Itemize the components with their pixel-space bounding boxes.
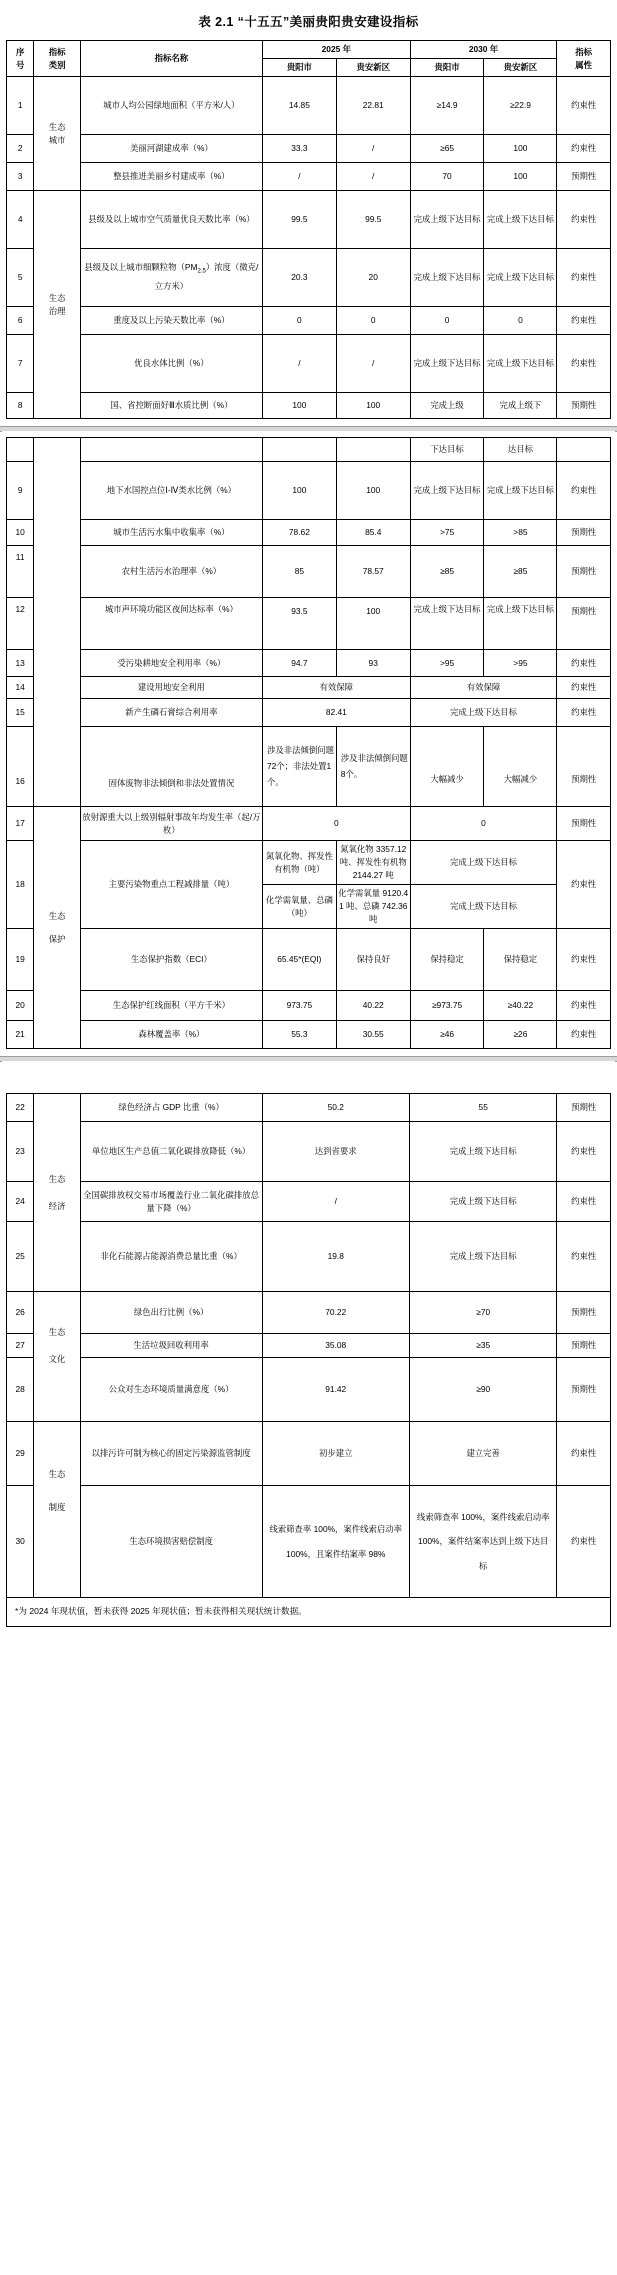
cell-2025-guian: 20 [336, 249, 410, 307]
cell-2025-guiyang: 涉及非法倾倒问题72个；非法处置1个。 [262, 727, 336, 807]
header-year-2030: 2030 年 [410, 41, 557, 59]
table-row [7, 335, 611, 393]
table-row [7, 1182, 611, 1222]
cell-2030-guiyang: ≥973.75 [410, 991, 484, 1021]
cell-2030-merged: ≥70 [409, 1292, 556, 1334]
cell-2030-guian: 完成上级下达目标 [484, 462, 557, 520]
cell-2030-guiyang: ≥14.9 [410, 77, 484, 135]
cell-attribute: 约束性 [557, 1422, 611, 1486]
cell-2030-guiyang: 完成上级下达目标 [410, 249, 484, 307]
cell-name: 城市声环境功能区夜间达标率（%） [80, 598, 262, 650]
cell-no: 11 [7, 546, 34, 598]
cell-category-eco-protect: 生态 保护 [34, 807, 81, 1049]
header-indicator-name: 指标名称 [80, 41, 262, 77]
table-row [7, 191, 611, 249]
cell-2025-merged: 70.22 [262, 1292, 409, 1334]
cell-name: 受污染耕地安全利用率（%） [80, 650, 262, 677]
page-break-1 [0, 419, 617, 437]
cell-name: 地下水国控点位Ⅰ-Ⅳ类水比例（%） [80, 462, 262, 520]
table-row [7, 807, 611, 841]
cell-name: 县级及以上城市细颗粒物$(PM_{2.5})$浓度（微克/立方米） [80, 249, 262, 307]
cell-2030-guiyang: ≥85 [410, 546, 484, 598]
table-row [7, 163, 611, 191]
cell-2025-guian: / [336, 135, 410, 163]
indicator-table-part3 [6, 1093, 611, 1598]
cell-2025-guiyang: 85 [262, 546, 336, 598]
cell-2030-merged: 完成上级下达目标 [409, 1182, 556, 1222]
table-row [7, 841, 611, 885]
footnote-row [7, 1598, 611, 1627]
cell-2030-guian: 完成上级下达目标 [484, 598, 557, 650]
cell-name: 放射源重大以上级别辐射事故年均发生率（起/万枚） [80, 807, 262, 841]
cell-no: 15 [7, 699, 34, 727]
cell-attribute: 约束性 [557, 650, 611, 677]
cell-2025-guiyang: 20.3 [262, 249, 336, 307]
cell-no: 30 [7, 1486, 34, 1598]
cell-no: 18 [7, 841, 34, 929]
cell-2030-guiyang: 完成上级下达目标 [410, 462, 484, 520]
cell-2025-guiyang [262, 438, 336, 462]
cell-no: 29 [7, 1422, 34, 1486]
cell-attribute: 约束性 [557, 1222, 611, 1292]
cell-2030-guiyang: 70 [410, 163, 484, 191]
cell-attribute: 预期性 [557, 1334, 611, 1358]
cell-2025-merged: 0 [262, 807, 410, 841]
table-row [7, 1422, 611, 1486]
cell-2025-merged: 达到省要求 [262, 1122, 409, 1182]
table-row [7, 135, 611, 163]
cell-2025-guiyang: 0 [262, 307, 336, 335]
cell-attribute: 预期性 [557, 163, 611, 191]
header-category: 指标 类别 [34, 41, 81, 77]
cell-2025-guian: 100 [336, 462, 410, 520]
cell-no: 2 [7, 135, 34, 163]
cell-2030-merged: 完成上级下达目标 [410, 699, 557, 727]
cell-no: 16 [7, 727, 34, 807]
cell-no [7, 438, 34, 462]
cell-2025-guiyang: 973.75 [262, 991, 336, 1021]
cell-2030-guiyang: 完成上级 [410, 393, 484, 419]
table-row [7, 991, 611, 1021]
cell-2030-guiyang: >95 [410, 650, 484, 677]
cell-2030-guian: 完成上级下 [484, 393, 557, 419]
table-row [7, 1094, 611, 1122]
header-year-2025: 2025 年 [262, 41, 410, 59]
cell-name: 森林覆盖率（%） [80, 1021, 262, 1049]
cell-2030-guiyang: 完成上级下达目标 [410, 335, 484, 393]
cell-2025-guian: 85.4 [336, 520, 410, 546]
cell-no: 12 [7, 598, 34, 650]
cell-no: 23 [7, 1122, 34, 1182]
cell-name: 绿色出行比例（%） [80, 1292, 262, 1334]
table-row [7, 393, 611, 419]
table-row [7, 77, 611, 135]
table-row [7, 650, 611, 677]
cell-name: 新产生磷石膏综合利用率 [80, 699, 262, 727]
table-title: 表 2.1 “十五五”美丽贵阳贵安建设指标 [198, 15, 419, 29]
header-serial: 序 号 [7, 41, 34, 77]
cell-no: 22 [7, 1094, 34, 1122]
cell-name: 重度及以上污染天数比率（%） [80, 307, 262, 335]
table-row [7, 727, 611, 807]
cell-2030-guiyang: 下达目标 [410, 438, 484, 462]
cell-2030-merged: ≥35 [409, 1334, 556, 1358]
header-2030-guian: 贵安新区 [484, 59, 557, 77]
cell-2030-guian: 保持稳定 [484, 929, 557, 991]
cell-2025-guiyang: 100 [262, 393, 336, 419]
cell-no: 27 [7, 1334, 34, 1358]
cell-2030-guian: ≥22.9 [484, 77, 557, 135]
cell-2025-guian: 100 [336, 393, 410, 419]
cell-attribute: 预期性 [557, 1292, 611, 1334]
table-row [7, 307, 611, 335]
cell-attribute: 预期性 [557, 598, 611, 650]
cell-attribute: 预期性 [557, 393, 611, 419]
cell-2030-merged: 55 [409, 1094, 556, 1122]
cell-attribute: 预期性 [557, 546, 611, 598]
cell-name: 以排污许可制为核心的固定污染源监管制度 [80, 1422, 262, 1486]
cell-name: 整县推进美丽乡村建成率（%） [80, 163, 262, 191]
cell-2030-merged: 有效保障 [410, 677, 557, 699]
cell-2030-merged: 0 [410, 807, 557, 841]
cell-attribute: 预期性 [557, 1094, 611, 1122]
cell-2030-merged: 完成上级下达目标 [409, 1222, 556, 1292]
cell-name: 国、省控断面好Ⅲ水质比例（%） [80, 393, 262, 419]
cell-2030-guian: 完成上级下达目标 [484, 249, 557, 307]
cell-2030-guian: 完成上级下达目标 [484, 191, 557, 249]
cell-name: 城市生活污水集中收集率（%） [80, 520, 262, 546]
cell-2030-guiyang: 大幅减少 [410, 727, 484, 807]
cell-2025-guian: 0 [336, 307, 410, 335]
cell-sub-2025-2: 化学需氧量 9120.41 吨、总磷 742.36 吨 [336, 885, 410, 929]
cell-attribute: 约束性 [557, 191, 611, 249]
table-row [7, 929, 611, 991]
cell-2025-merged: 初步建立 [262, 1422, 409, 1486]
cell-category-eco-system: 生态 制度 [34, 1422, 80, 1598]
table-row [7, 1222, 611, 1292]
table-row [7, 1292, 611, 1334]
cell-sub-2030-1: 完成上级下达目标 [410, 841, 557, 885]
cell-no: 19 [7, 929, 34, 991]
cell-attribute: 预期性 [557, 1358, 611, 1422]
cell-attribute: 约束性 [557, 335, 611, 393]
cell-2025-guian: 93 [336, 650, 410, 677]
cell-attribute: 约束性 [557, 1486, 611, 1598]
cell-2025-merged: 有效保障 [262, 677, 410, 699]
cell-no: 10 [7, 520, 34, 546]
cell-sub-2030-2: 完成上级下达目标 [410, 885, 557, 929]
cell-sub-label-1: 氮氧化物、挥发性有机物（吨） [262, 841, 336, 885]
cell-2025-guiyang: / [262, 335, 336, 393]
footnote-table [6, 1597, 611, 1627]
cell-2030-guiyang: ≥46 [410, 1021, 484, 1049]
cell-2025-guian: 保持良好 [336, 929, 410, 991]
cell-no: 14 [7, 677, 34, 699]
cell-2030-guiyang: 0 [410, 307, 484, 335]
cell-2025-guian: 涉及非法倾倒问题8个。 [336, 727, 410, 807]
cell-category-eco-govern-cont [34, 438, 81, 807]
cell-no: 1 [7, 77, 34, 135]
page-break-2 [0, 1049, 617, 1093]
cell-no: 7 [7, 335, 34, 393]
cell-2030-merged: ≥90 [409, 1358, 556, 1422]
table-row-continuation [7, 438, 611, 462]
cell-no: 26 [7, 1292, 34, 1334]
table-row [7, 699, 611, 727]
cell-2030-guian: 完成上级下达目标 [484, 335, 557, 393]
cell-name: 生态环境损害赔偿制度 [80, 1486, 262, 1598]
cell-attribute: 约束性 [557, 135, 611, 163]
table-row [7, 1334, 611, 1358]
table-row [7, 1021, 611, 1049]
cell-name: 生态保护指数（ECI） [80, 929, 262, 991]
cell-2030-guiyang: 完成上级下达目标 [410, 598, 484, 650]
cell-no: 4 [7, 191, 34, 249]
cell-2030-merged: 线索筛查率 100%，案件线索启动率 100%，案件结案率达到上级下达目标 [409, 1486, 556, 1598]
cell-2030-guian: ≥85 [484, 546, 557, 598]
cell-2030-guiyang: ≥65 [410, 135, 484, 163]
cell-category-eco-city: 生态 城市 [34, 77, 81, 191]
cell-attribute: 约束性 [557, 307, 611, 335]
cell-2030-guian: 大幅减少 [484, 727, 557, 807]
cell-attribute [557, 438, 611, 462]
cell-attribute: 预期性 [557, 520, 611, 546]
header-2025-guiyang: 贵阳市 [262, 59, 336, 77]
cell-2025-guiyang: 100 [262, 462, 336, 520]
cell-category-eco-culture: 生态 文化 [34, 1292, 80, 1422]
cell-no: 21 [7, 1021, 34, 1049]
table-row [7, 677, 611, 699]
cell-name [80, 438, 262, 462]
cell-no: 5 [7, 249, 34, 307]
cell-name: 公众对生态环境质量满意度（%） [80, 1358, 262, 1422]
cell-attribute: 约束性 [557, 77, 611, 135]
cell-2030-guian: 100 [484, 135, 557, 163]
indicator-table-part2 [6, 437, 611, 1049]
cell-no: 24 [7, 1182, 34, 1222]
cell-sub-label-2: 化学需氧量、总磷（吨） [262, 885, 336, 929]
cell-attribute: 约束性 [557, 1122, 611, 1182]
cell-no: 3 [7, 163, 34, 191]
cell-attribute: 约束性 [557, 841, 611, 929]
table-row [7, 520, 611, 546]
cell-2025-merged: 91.42 [262, 1358, 409, 1422]
cell-2030-guian: 达目标 [484, 438, 557, 462]
cell-name: 优良水体比例（%） [80, 335, 262, 393]
cell-2030-merged: 完成上级下达目标 [409, 1122, 556, 1182]
cell-name: 县级及以上城市空气质量优良天数比率（%） [80, 191, 262, 249]
cell-2030-merged: 建立完善 [409, 1422, 556, 1486]
table-row [7, 1486, 611, 1598]
indicator-table-part1 [6, 40, 611, 419]
cell-name: 生活垃圾回收利用率 [80, 1334, 262, 1358]
cell-attribute: 预期性 [557, 727, 611, 807]
cell-name: 非化石能源占能源消费总量比重（%） [80, 1222, 262, 1292]
cell-2025-guiyang: 93.5 [262, 598, 336, 650]
cell-name: 固体废物非法倾倒和非法处置情况 [80, 727, 262, 807]
cell-sub-2025-1: 氮氧化物 3357.12 吨、挥发性有机物 2144.27 吨 [336, 841, 410, 885]
cell-no: 17 [7, 807, 34, 841]
table-row [7, 1122, 611, 1182]
cell-2030-guian: 100 [484, 163, 557, 191]
cell-name: 主要污染物重点工程减排量（吨） [80, 841, 262, 929]
cell-name: 城市人均公园绿地面积（平方米/人） [80, 77, 262, 135]
cell-attribute: 约束性 [557, 929, 611, 991]
cell-attribute: 约束性 [557, 249, 611, 307]
cell-2030-guian: ≥40.22 [484, 991, 557, 1021]
cell-2030-guian: 0 [484, 307, 557, 335]
header-2030-guiyang: 贵阳市 [410, 59, 484, 77]
cell-2025-merged: 线索筛查率 100%，案件线索启动率 100%，且案件结案率 98% [262, 1486, 409, 1598]
header-2025-guian: 贵安新区 [336, 59, 410, 77]
cell-2025-guiyang: 33.3 [262, 135, 336, 163]
cell-2030-guiyang: 完成上级下达目标 [410, 191, 484, 249]
cell-2030-guian: >85 [484, 520, 557, 546]
cell-attribute: 约束性 [557, 991, 611, 1021]
table-row [7, 462, 611, 520]
cell-attribute: 约束性 [557, 1182, 611, 1222]
cell-2025-guian: / [336, 163, 410, 191]
cell-2025-merged: 35.08 [262, 1334, 409, 1358]
table-row [7, 546, 611, 598]
cell-no: 20 [7, 991, 34, 1021]
cell-name: 单位地区生产总值二氧化碳排放降低（%） [80, 1122, 262, 1182]
cell-2025-guian [336, 438, 410, 462]
cell-2025-merged: 82.41 [262, 699, 410, 727]
cell-2025-guiyang: 65.45*(EQI) [262, 929, 336, 991]
cell-no: 28 [7, 1358, 34, 1422]
cell-no: 25 [7, 1222, 34, 1292]
cell-name: 生态保护红线面积（平方千米） [80, 991, 262, 1021]
cell-no: 13 [7, 650, 34, 677]
cell-2025-guiyang: 78.62 [262, 520, 336, 546]
cell-2025-merged: / [262, 1182, 409, 1222]
table-row [7, 249, 611, 307]
cell-no: 6 [7, 307, 34, 335]
cell-2025-guian: / [336, 335, 410, 393]
table-row [7, 598, 611, 650]
cell-2025-guiyang: 94.7 [262, 650, 336, 677]
cell-2025-guian: 78.57 [336, 546, 410, 598]
cell-attribute: 约束性 [557, 1021, 611, 1049]
cell-2025-guian: 100 [336, 598, 410, 650]
cell-name: 美丽河湖建成率（%） [80, 135, 262, 163]
header-attribute: 指标 属性 [557, 41, 611, 77]
cell-2030-guian: ≥26 [484, 1021, 557, 1049]
table-header-row-1 [7, 41, 611, 59]
cell-2025-guian: 99.5 [336, 191, 410, 249]
cell-attribute: 预期性 [557, 807, 611, 841]
cell-no: 9 [7, 462, 34, 520]
cell-2030-guiyang: 保持稳定 [410, 929, 484, 991]
cell-2025-guiyang: 55.3 [262, 1021, 336, 1049]
cell-category-eco-econ: 生态 经济 [34, 1094, 80, 1292]
cell-2025-guiyang: / [262, 163, 336, 191]
cell-2025-merged: 19.8 [262, 1222, 409, 1292]
cell-category-eco-govern: 生态 治理 [34, 191, 81, 419]
cell-no: 8 [7, 393, 34, 419]
cell-2025-guiyang: 14.85 [262, 77, 336, 135]
cell-name: 绿色经济占 GDP 比重（%） [80, 1094, 262, 1122]
cell-2025-merged: 50.2 [262, 1094, 409, 1122]
footnote-text: *为 2024 年现状值，暂未获得 2025 年现状值；暂未获得相关现状统计数据。 [7, 1598, 611, 1627]
cell-2030-guiyang: >75 [410, 520, 484, 546]
cell-2025-guian: 40.22 [336, 991, 410, 1021]
cell-2030-guian: >95 [484, 650, 557, 677]
cell-attribute: 约束性 [557, 462, 611, 520]
cell-attribute: 约束性 [557, 677, 611, 699]
cell-name: 农村生活污水治理率（%） [80, 546, 262, 598]
cell-name: 建设用地安全利用 [80, 677, 262, 699]
cell-2025-guian: 30.55 [336, 1021, 410, 1049]
cell-attribute: 约束性 [557, 699, 611, 727]
cell-2025-guian: 22.81 [336, 77, 410, 135]
cell-2025-guiyang: 99.5 [262, 191, 336, 249]
cell-name: 全国碳排放权交易市场覆盖行业二氧化碳排放总量下降（%） [80, 1182, 262, 1222]
table-row [7, 1358, 611, 1422]
